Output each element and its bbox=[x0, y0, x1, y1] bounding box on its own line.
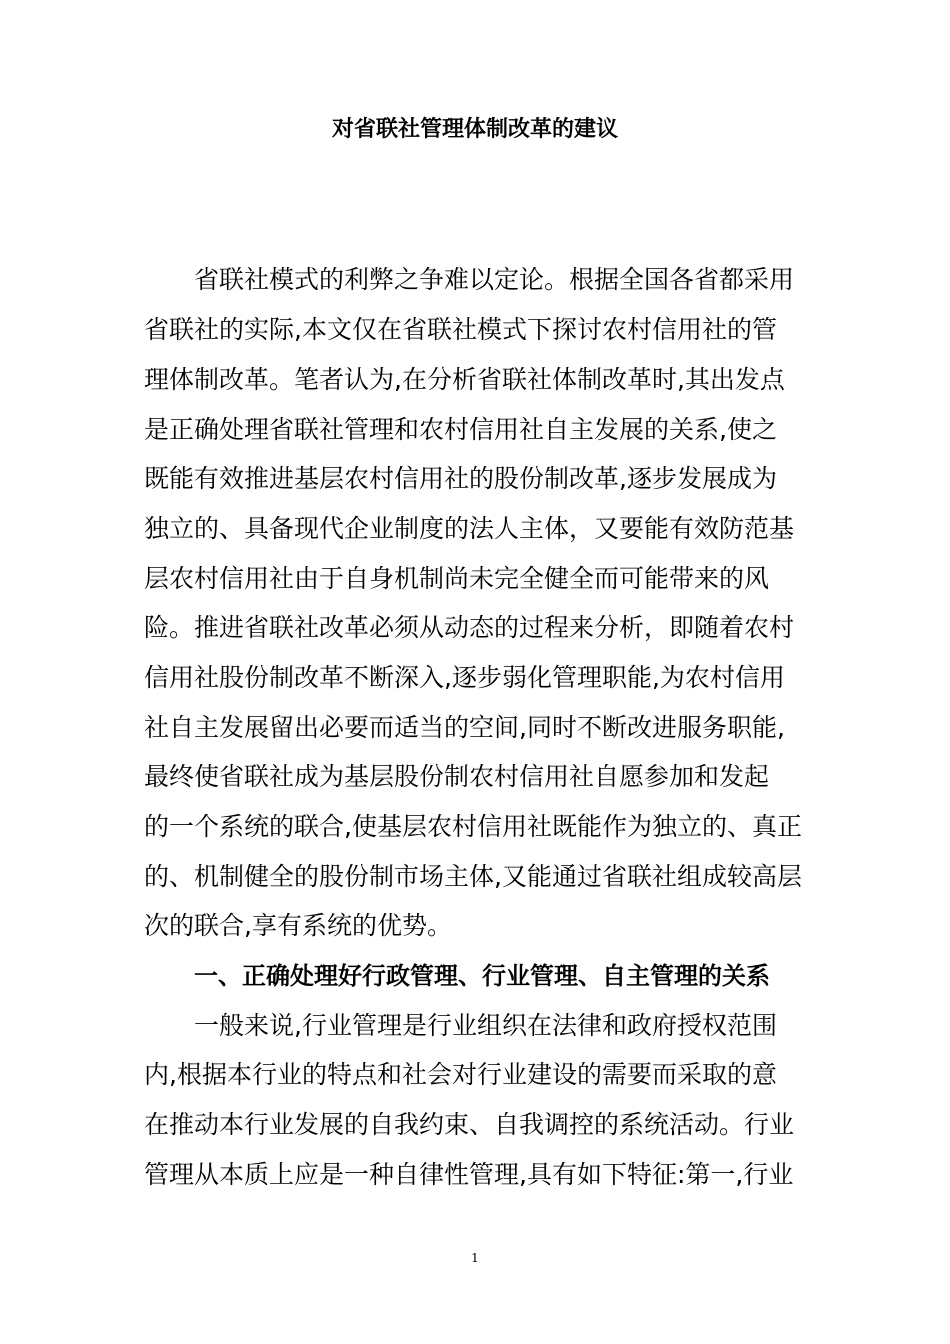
text-line: 独立的、具备现代企业制度的法人主体，又要能有效防范基 bbox=[144, 514, 795, 543]
text-line: 省联社的实际,本文仅在省联社模式下探讨农村信用社的管 bbox=[144, 315, 777, 344]
text-line: 次的联合,享有系统的优势。 bbox=[144, 911, 452, 940]
text-line: 信用社股份制改革不断深入,逐步弱化管理职能,为农村信用 bbox=[144, 663, 785, 692]
text-line: 社自主发展留出必要而适当的空间,同时不断改进服务职能, bbox=[144, 713, 785, 742]
text-line: 在推动本行业发展的自我约束、自我调控的系统活动。行业 bbox=[144, 1110, 795, 1139]
text-line: 层农村信用社由于自身机制尚未完全健全而可能带来的风 bbox=[144, 564, 770, 593]
text-line: 管理从本质上应是一种自律性管理,具有如下特征:第一,行业 bbox=[144, 1160, 794, 1189]
text-line: 一般来说,行业管理是行业组织在法律和政府授权范围 bbox=[194, 1011, 777, 1040]
section-heading: 一、正确处理好行政管理、行业管理、自主管理的关系 bbox=[194, 962, 770, 990]
page-number: 1 bbox=[471, 1251, 479, 1265]
text-line: 的、机制健全的股份制市场主体,又能通过省联社组成较高层 bbox=[144, 862, 802, 891]
text-line: 内,根据本行业的特点和社会对行业建设的需要而采取的意 bbox=[144, 1060, 777, 1089]
page-title: 对省联社管理体制改革的建议 bbox=[331, 117, 618, 142]
text-line: 最终使省联社成为基层股份制农村信用社自愿参加和发起 bbox=[144, 762, 770, 791]
text-line: 险。推进省联社改革必须从动态的过程来分析，即随着农村 bbox=[144, 613, 795, 642]
text-line: 的一个系统的联合,使基层农村信用社既能作为独立的、真正 bbox=[144, 812, 802, 841]
text-line: 省联社模式的利弊之争难以定论。根据全国各省都采用 bbox=[194, 265, 795, 294]
text-line: 是正确处理省联社管理和农村信用社自主发展的关系,使之 bbox=[144, 415, 777, 444]
text-line: 理体制改革。笔者认为,在分析省联社体制改革时,其出发点 bbox=[144, 365, 785, 394]
text-line: 既能有效推进基层农村信用社的股份制改革,逐步发展成为 bbox=[144, 464, 777, 493]
